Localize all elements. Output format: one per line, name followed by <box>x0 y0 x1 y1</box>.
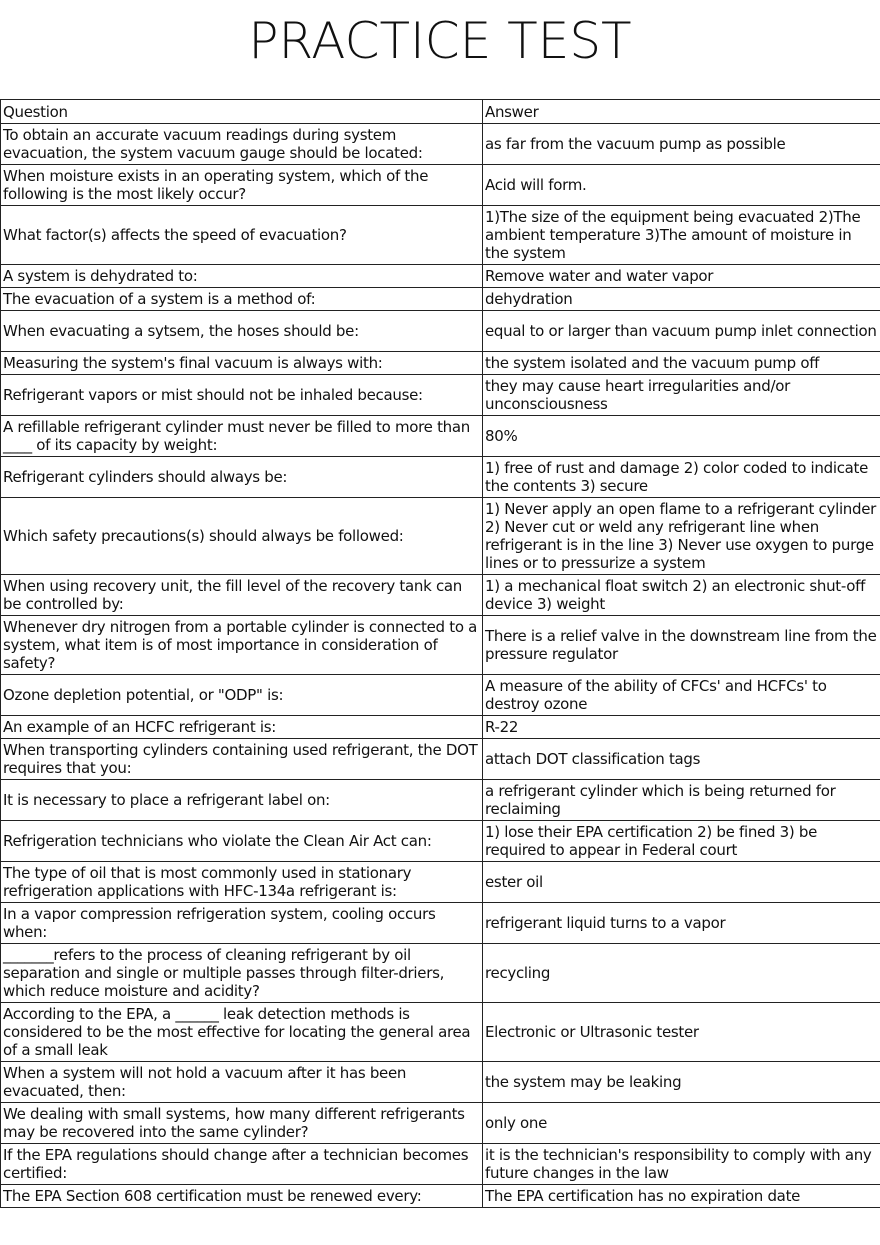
answer-cell: attach DOT classification tags <box>483 739 880 780</box>
question-cell: It is necessary to place a refrigerant label on: <box>1 780 483 821</box>
table-row <box>1 780 880 821</box>
table-row <box>1 862 880 903</box>
question-cell: When using recovery unit, the fill level of the recovery tank can be controlled by: <box>1 575 483 616</box>
answer-cell: 1) a mechanical float switch 2) an electronic shut-off device 3) weight <box>483 575 880 616</box>
question-cell: In a vapor compression refrigeration system, cooling occurs when: <box>1 903 483 944</box>
question-cell: According to the EPA, a ______ leak detection methods is considered to be the most effective for locating the general area of a small leak <box>1 1003 483 1062</box>
table-row <box>1 288 880 311</box>
table-row <box>1 265 880 288</box>
answer-cell: Acid will form. <box>483 165 880 206</box>
question-cell: The evacuation of a system is a method of: <box>1 288 483 311</box>
table-row <box>1 416 880 457</box>
answer-cell: only one <box>483 1103 880 1144</box>
question-cell: Refrigerant vapors or mist should not be inhaled because: <box>1 375 483 416</box>
answer-cell: 1) free of rust and damage 2) color coded to indicate the contents 3) secure <box>483 457 880 498</box>
answer-cell: 1) Never apply an open flame to a refrigerant cylinder 2) Never cut or weld any refrigerant line when refrigerant is in the line 3) Never use oxygen to purge lines or to pressurize a system <box>483 498 880 575</box>
question-cell: Measuring the system's final vacuum is always with: <box>1 352 483 375</box>
table-row <box>1 616 880 675</box>
table-row <box>1 716 880 739</box>
table-row <box>1 352 880 375</box>
table-row <box>1 739 880 780</box>
question-cell: Refrigerant cylinders should always be: <box>1 457 483 498</box>
question-cell: We dealing with small systems, how many different refrigerants may be recovered into the same cylinder? <box>1 1103 483 1144</box>
question-cell: An example of an HCFC refrigerant is: <box>1 716 483 739</box>
answer-cell: a refrigerant cylinder which is being returned for reclaiming <box>483 780 880 821</box>
page-title: PRACTICE TEST <box>248 12 632 70</box>
question-cell: When evacuating a sytsem, the hoses should be: <box>1 311 483 352</box>
answer-cell: ester oil <box>483 862 880 903</box>
answer-cell: refrigerant liquid turns to a vapor <box>483 903 880 944</box>
qa-table-body <box>1 100 880 1208</box>
answer-cell: the system isolated and the vacuum pump off <box>483 352 880 375</box>
qa-table <box>0 99 880 1208</box>
answer-cell: R-22 <box>483 716 880 739</box>
table-row <box>1 944 880 1003</box>
table-row <box>1 1103 880 1144</box>
answer-cell: dehydration <box>483 288 880 311</box>
answer-cell: A measure of the ability of CFCs' and HCFCs' to destroy ozone <box>483 675 880 716</box>
question-cell: Whenever dry nitrogen from a portable cylinder is connected to a system, what item is of most importance in consideration of safety? <box>1 616 483 675</box>
header-row <box>1 100 880 124</box>
table-row <box>1 675 880 716</box>
header-question: Question <box>1 100 483 124</box>
question-cell: When moisture exists in an operating system, which of the following is the most likely occur? <box>1 165 483 206</box>
question-cell: Refrigeration technicians who violate the Clean Air Act can: <box>1 821 483 862</box>
table-row <box>1 165 880 206</box>
question-cell: What factor(s) affects the speed of evacuation? <box>1 206 483 265</box>
question-cell: To obtain an accurate vacuum readings during system evacuation, the system vacuum gauge should be located: <box>1 124 483 165</box>
table-row <box>1 1062 880 1103</box>
question-cell: When a system will not hold a vacuum after it has been evacuated, then: <box>1 1062 483 1103</box>
answer-cell: There is a relief valve in the downstream line from the pressure regulator <box>483 616 880 675</box>
answer-cell: it is the technician's responsibility to comply with any future changes in the law <box>483 1144 880 1185</box>
answer-cell: they may cause heart irregularities and/or unconsciousness <box>483 375 880 416</box>
table-row <box>1 124 880 165</box>
question-cell: _______refers to the process of cleaning refrigerant by oil separation and single or multiple passes through filter-driers, which reduce moisture and acidity? <box>1 944 483 1003</box>
table-row <box>1 457 880 498</box>
table-row <box>1 1185 880 1208</box>
question-cell: The EPA Section 608 certification must be renewed every: <box>1 1185 483 1208</box>
table-row <box>1 498 880 575</box>
answer-cell: Electronic or Ultrasonic tester <box>483 1003 880 1062</box>
table-row <box>1 1003 880 1062</box>
question-cell: When transporting cylinders containing used refrigerant, the DOT requires that you: <box>1 739 483 780</box>
table-row <box>1 375 880 416</box>
question-cell: Which safety precautions(s) should always be followed: <box>1 498 483 575</box>
answer-cell: The EPA certification has no expiration date <box>483 1185 880 1208</box>
answer-cell: Remove water and water vapor <box>483 265 880 288</box>
answer-cell: 1)The size of the equipment being evacuated 2)The ambient temperature 3)The amount of moisture in the system <box>483 206 880 265</box>
question-cell: Ozone depletion potential, or "ODP" is: <box>1 675 483 716</box>
table-row <box>1 575 880 616</box>
answer-cell: equal to or larger than vacuum pump inlet connection <box>483 311 880 352</box>
question-cell: A system is dehydrated to: <box>1 265 483 288</box>
table-row <box>1 206 880 265</box>
header-answer: Answer <box>483 100 880 124</box>
table-row <box>1 821 880 862</box>
table-row <box>1 1144 880 1185</box>
table-row <box>1 311 880 352</box>
table-row <box>1 903 880 944</box>
question-cell: The type of oil that is most commonly used in stationary refrigeration applications with HFC-134a refrigerant is: <box>1 862 483 903</box>
answer-cell: 1) lose their EPA certification 2) be fined 3) be required to appear in Federal court <box>483 821 880 862</box>
answer-cell: as far from the vacuum pump as possible <box>483 124 880 165</box>
answer-cell: the system may be leaking <box>483 1062 880 1103</box>
answer-cell: 80% <box>483 416 880 457</box>
question-cell: A refillable refrigerant cylinder must never be filled to more than ____ of its capacity by weight: <box>1 416 483 457</box>
question-cell: If the EPA regulations should change after a technician becomes certified: <box>1 1144 483 1185</box>
answer-cell: recycling <box>483 944 880 1003</box>
